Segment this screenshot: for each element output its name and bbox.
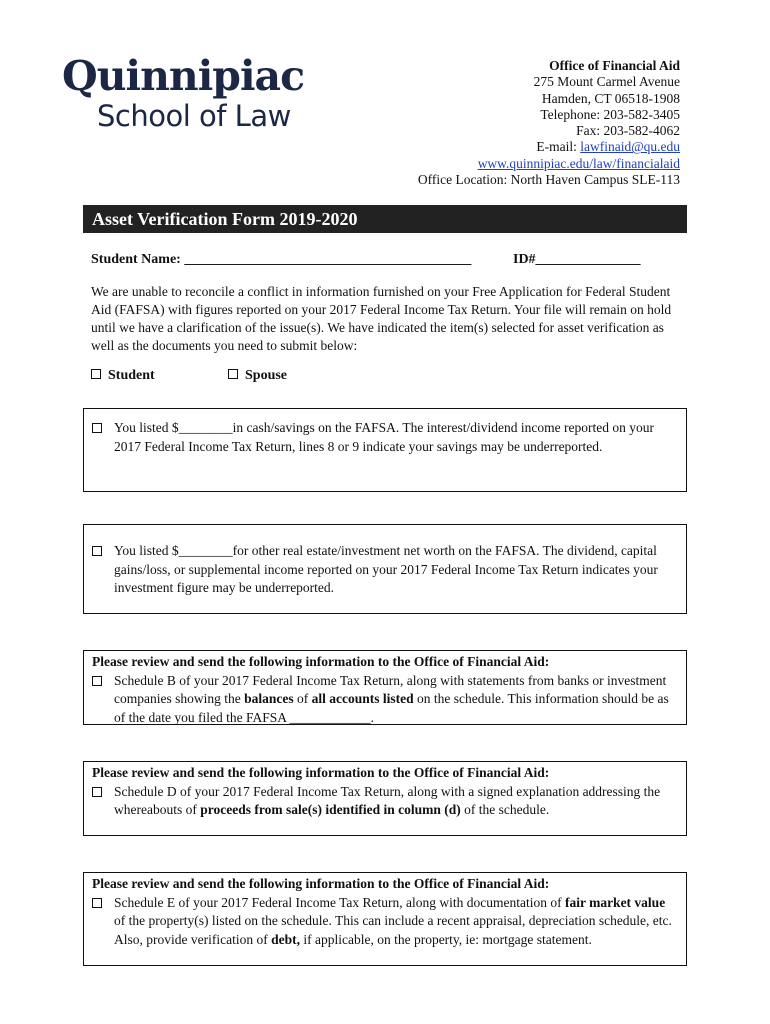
schedule-b-text-1: Schedule B of your 2017 Federal Income Tax Return, along with statements from banks or investment companies showing the (114, 672, 667, 706)
intro-paragraph: We are unable to reconcile a conflict in information furnished on your Free Application for Federal Student Aid (FAFSA) with figures reported on your 2017 Federal Income Tax Return. Your file will remain on hold until we have a clarification of the issue(s). We have indicated the item(s) selected for asset verification as well as the documents you need to submit below: (91, 284, 672, 353)
email-label: E-mail: (536, 139, 581, 155)
schedule-b-checkbox[interactable] (92, 676, 102, 686)
schedule-e-text-1: Schedule E of your 2017 Federal Income Tax Return, along with documentation of (114, 894, 565, 910)
schedule-d-header: Please review and send the following information to the Office of Financial Aid: (92, 765, 550, 780)
real-estate-text: You listed $________for other real estate/investment net worth on the FAFSA. The dividend, capital gains/loss, or supplemental income reported on your 2017 Federal Income Tax Return indicates your investment figure may be underreported. (114, 543, 658, 595)
office-location: Office Location: North Haven Campus SLE-113 (417, 172, 680, 188)
schedule-e-text-3: if applicable, on the property, ie: mortgage statement. (299, 931, 592, 947)
office-email-line (418, 139, 680, 155)
cash-savings-text: You listed $________in cash/savings on the FAFSA. The interest/dividend income reported on your 2017 Federal Income Tax Return, lines 8 or 9 indicate your savings may be underreported. (114, 420, 654, 454)
student-option[interactable] (91, 368, 155, 384)
schedule-b-header: Please review and send the following information to the Office of Financial Aid: (92, 654, 550, 669)
spouse-checkbox[interactable] (228, 369, 238, 379)
schedule-b-item (92, 672, 678, 728)
schedule-d-text-1: Schedule D of your 2017 Federal Income Tax Return, along with a signed explanation addressing the whereabouts of (114, 783, 661, 817)
spouse-option-label: Spouse (245, 368, 288, 383)
student-option-label: Student (108, 368, 155, 383)
schedule-b-text-3: on the schedule. This information should be as of the date you filed the FAFSA ____________. (114, 691, 669, 725)
schedule-d-item (92, 783, 678, 820)
website-link[interactable]: www.quinnipiac.edu/law/financialaid (477, 155, 680, 171)
schedule-e-header: Please review and send the following information to the Office of Financial Aid: (92, 876, 550, 891)
form-title: Asset Verification Form 2019-2020 (83, 205, 687, 233)
student-checkbox[interactable] (91, 369, 101, 379)
cash-savings-item (92, 419, 678, 456)
real-estate-box (83, 524, 687, 614)
email-link[interactable]: lawfinaid@qu.edu (580, 139, 680, 155)
cash-savings-box (83, 408, 687, 492)
schedule-b-bold-1: balances (244, 691, 294, 706)
id-field[interactable]: ID#_______________ (513, 252, 641, 267)
real-estate-item (92, 542, 678, 598)
spouse-option[interactable] (228, 368, 287, 384)
schedule-b-bold-2: all accounts listed (311, 691, 414, 706)
schedule-e-checkbox[interactable] (92, 898, 102, 908)
office-street: 275 Mount Carmel Avenue (533, 74, 680, 90)
schedule-e-text-2: of the property(s) listed on the schedule. This can include a recent appraisal, depreciation schedule, etc. Also, provide verification of (114, 913, 672, 947)
schedule-d-text-2: of the schedule. (460, 802, 550, 817)
logo-line-2: School of Law (97, 99, 291, 133)
school-logo (62, 54, 304, 134)
schedule-e-bold-1: fair market value (564, 894, 666, 910)
logo-line-1: Quinnipiac (62, 52, 305, 100)
schedule-e-item (92, 894, 678, 950)
office-name: Office of Financial Aid (549, 58, 680, 73)
schedule-d-bold-1: proceeds from sale(s) identified in column (d) (200, 802, 461, 817)
schedule-b-box (83, 650, 687, 725)
office-fax: Fax: 203-582-4062 (576, 123, 680, 139)
real-estate-checkbox[interactable] (92, 546, 102, 556)
schedule-d-checkbox[interactable] (92, 787, 102, 797)
student-name-field[interactable]: Student Name: _________________________________________ (91, 252, 472, 267)
office-address-block (418, 58, 680, 188)
cash-savings-checkbox[interactable] (92, 423, 102, 433)
schedule-b-text-2: of (293, 691, 312, 706)
office-city: Hamden, CT 06518-1908 (541, 90, 680, 106)
schedule-e-bold-2: debt, (271, 931, 300, 947)
schedule-d-box (83, 761, 687, 836)
schedule-e-box (83, 872, 687, 966)
office-telephone: Telephone: 203-582-3405 (540, 106, 680, 122)
